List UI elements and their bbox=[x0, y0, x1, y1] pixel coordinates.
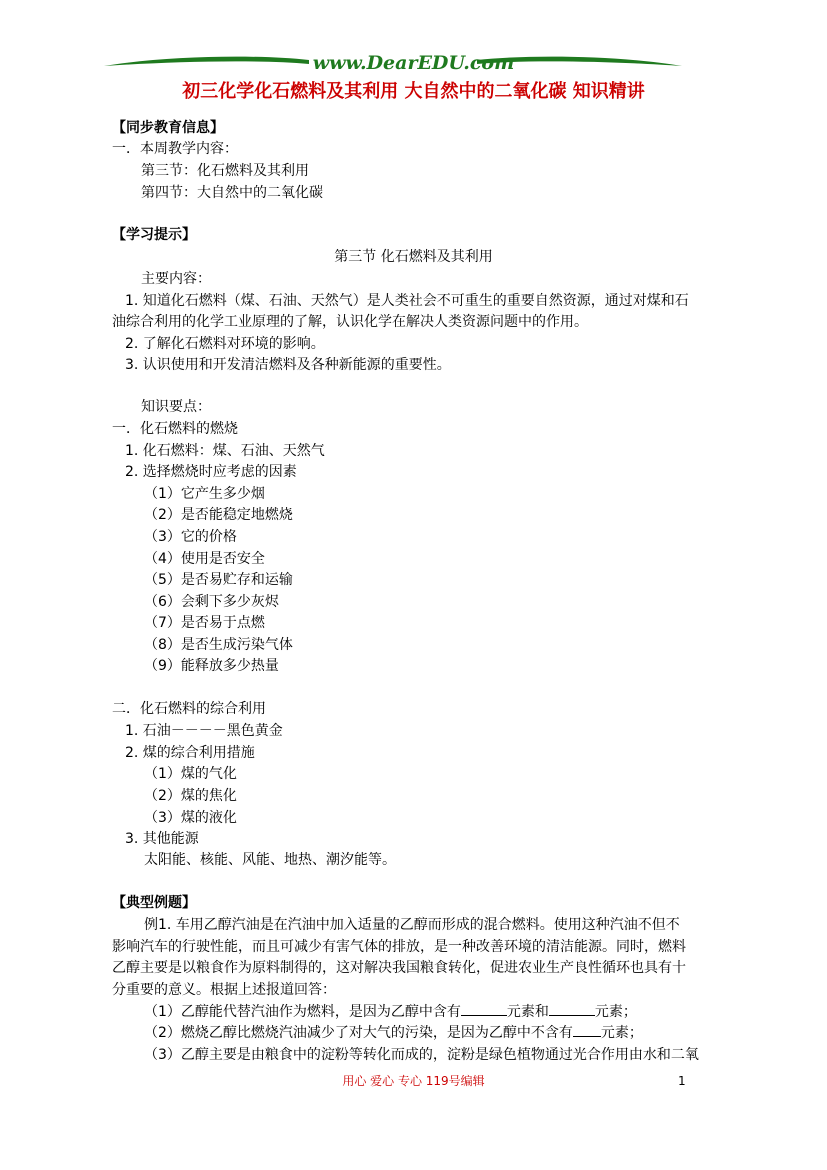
main-item-1-line-1: 1. 知道化石燃料（煤、石油、天然气）是人类社会不可重生的重要自然资源，通过对煤和石 bbox=[125, 293, 689, 309]
question-2-text-a: （2）燃烧乙醇比燃烧汽油减少了对大气的污染，是因为乙醇中不含有 bbox=[144, 1025, 573, 1041]
question-3: （3）乙醇主要是由粮食中的淀粉等转化而成的，淀粉是绿色植物通过光合作用由水和二氧 bbox=[144, 1047, 699, 1063]
tips-heading: 【学习提示】 bbox=[112, 227, 196, 243]
question-2-text-b: 元素； bbox=[600, 1025, 643, 1041]
answer-blank[interactable] bbox=[549, 1003, 595, 1016]
examples-heading: 【典型例题】 bbox=[112, 895, 196, 911]
example-1-line-1: 例1. 车用乙醇汽油是在汽油中加入适量的乙醇而形成的混合燃料。使用这种汽油不但不 bbox=[144, 917, 680, 933]
example-1-line-3: 乙醇主要是以粮食作为原料制得的，这对解决我国粮食转化，促进农业生产良性循环也具有十 bbox=[112, 960, 686, 976]
list-item: （2）煤的焦化 bbox=[144, 788, 237, 804]
list-item: （9）能释放多少热量 bbox=[144, 658, 279, 674]
page-number: 1 bbox=[678, 1074, 686, 1088]
point-2-item-1: 1. 石油－－－－黑色黄金 bbox=[125, 723, 283, 739]
point-1-item-2: 2. 选择燃烧时应考虑的因素 bbox=[125, 464, 297, 480]
footer-text: 用心 爱心 专心 119号编辑 bbox=[342, 1074, 485, 1088]
page-title: 初三化学化石燃料及其利用 大自然中的二氧化碳 知识精讲 bbox=[182, 81, 645, 102]
point-2-title: 二．化石燃料的综合利用 bbox=[112, 701, 266, 717]
sync-info-heading: 【同步教育信息】 bbox=[112, 120, 224, 136]
answer-blank[interactable] bbox=[573, 1024, 601, 1037]
list-item: （2）是否能稳定地燃烧 bbox=[144, 507, 293, 523]
site-url[interactable]: www.DearEDU.com bbox=[312, 52, 515, 74]
list-item: （1）它产生多少烟 bbox=[144, 486, 265, 502]
list-item: （3）它的价格 bbox=[144, 529, 237, 545]
question-1-text-a: （1）乙醇能代替汽油作为燃料，是因为乙醇中含有 bbox=[144, 1004, 461, 1020]
question-1 bbox=[144, 1003, 637, 1021]
list-item: （8）是否生成污染气体 bbox=[144, 637, 293, 653]
question-2 bbox=[144, 1024, 643, 1042]
question-1-text-c: 元素； bbox=[594, 1004, 637, 1020]
section-title: 第三节 化石燃料及其利用 bbox=[334, 249, 493, 265]
key-points-label: 知识要点： bbox=[141, 399, 211, 415]
list-item: （7）是否易于点燃 bbox=[144, 615, 265, 631]
example-1-line-2: 影响汽车的行驶性能，而且可减少有害气体的排放，是一种改善环境的清洁能源。同时，燃料 bbox=[112, 939, 686, 955]
point-2-item-2: 2. 煤的综合利用措施 bbox=[125, 745, 255, 761]
question-1-text-b: 元素和 bbox=[506, 1004, 549, 1020]
point-1-title: 一．化石燃料的燃烧 bbox=[112, 421, 238, 437]
point-1-item-1: 1. 化石燃料：煤、石油、天然气 bbox=[125, 443, 325, 459]
point-2-item-3: 3. 其他能源 bbox=[125, 831, 199, 847]
list-item: （4）使用是否安全 bbox=[144, 551, 265, 567]
other-energy-list: 太阳能、核能、风能、地热、潮汐能等。 bbox=[144, 852, 396, 868]
main-item-2: 2. 了解化石燃料对环境的影响。 bbox=[125, 336, 325, 352]
answer-blank[interactable] bbox=[461, 1003, 507, 1016]
section-3-name: 第三节：化石燃料及其利用 bbox=[141, 163, 309, 179]
main-item-3: 3. 认识使用和开发清洁燃料及各种新能源的重要性。 bbox=[125, 357, 451, 373]
main-item-1-line-2: 油综合利用的化学工业原理的了解，认识化学在解决人类资源问题中的作用。 bbox=[112, 314, 588, 330]
list-item: （6）会剩下多少灰烬 bbox=[144, 594, 279, 610]
main-content-label: 主要内容： bbox=[141, 271, 211, 287]
section-4-name: 第四节：大自然中的二氧化碳 bbox=[141, 185, 323, 201]
list-item: （5）是否易贮存和运输 bbox=[144, 572, 293, 588]
example-1-line-4: 分重要的意义。根据上述报道回答： bbox=[112, 982, 336, 998]
list-item: （3）煤的液化 bbox=[144, 810, 237, 826]
week-content-label: 一．本周教学内容： bbox=[112, 141, 238, 157]
list-item: （1）煤的气化 bbox=[144, 766, 237, 782]
